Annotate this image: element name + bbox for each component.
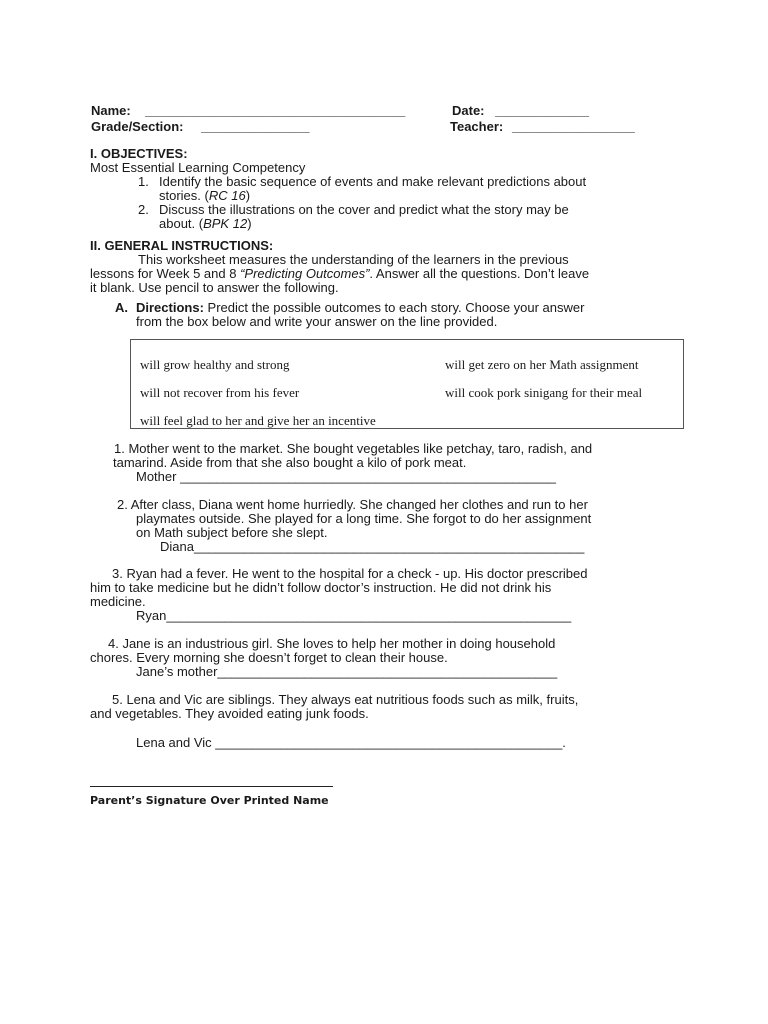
objectives-heading: I. OBJECTIVES:: [90, 146, 188, 161]
date-field[interactable]: _____________: [495, 103, 589, 118]
question-text: 1. Mother went to the market. She bought vegetables like petchay, taro, radish, and: [114, 441, 593, 456]
objective-text: Identify the basic sequence of events and make relevant predictions about: [159, 174, 587, 189]
question-text: him to take medicine but he didn’t follow doctor’s instruction. He did not drink his: [90, 580, 552, 595]
lesson-title: “Predicting Outcomes”: [240, 266, 370, 281]
question-text: and vegetables. They avoided eating junk foods.: [90, 706, 369, 721]
directions-text: Directions: Predict the possible outcomes to each story. Choose your answer: [136, 300, 585, 315]
choice-item: will feel glad to her and give her an incentive: [140, 413, 376, 428]
answer-field[interactable]: Ryan________________________________________________________: [136, 608, 572, 623]
question-text: tamarind. Aside from that she also bought a kilo of pork meat.: [113, 455, 467, 470]
question-text: 5. Lena and Vic are siblings. They always eat nutritious foods such as milk, fruits,: [112, 692, 579, 707]
question-text: 4. Jane is an industrious girl. She loves to help her mother in doing household: [108, 636, 556, 651]
instructions-heading: II. GENERAL INSTRUCTIONS:: [90, 238, 274, 253]
instructions-text: This worksheet measures the understanding of the learners in the previous: [138, 252, 569, 267]
objective-code: RC 16: [208, 188, 246, 203]
grade-section-field[interactable]: _______________: [201, 119, 310, 134]
teacher-label: Teacher:: [450, 119, 504, 134]
question-text: 2. After class, Diana went home hurriedly. She changed her clothes and run to her: [117, 497, 588, 512]
answer-field[interactable]: Jane’s mother_______________________________________________: [136, 664, 558, 679]
date-label: Date:: [452, 103, 485, 118]
answer-field[interactable]: Lena and Vic ________________________________________________.: [136, 735, 566, 750]
name-field[interactable]: ____________________________________: [145, 103, 406, 118]
signature-label: Parent’s Signature Over Printed Name: [90, 794, 329, 807]
answer-field[interactable]: Diana______________________________________________________: [160, 539, 585, 554]
directions-text: from the box below and write your answer on the line provided.: [136, 314, 498, 329]
question-text: chores. Every morning she doesn’t forget to clean their house.: [90, 650, 448, 665]
signature-line[interactable]: [90, 786, 333, 787]
objective-text: about. (BPK 12): [159, 216, 252, 231]
objective-number: 2.: [138, 202, 149, 217]
question-text: 3. Ryan had a fever. He went to the hospital for a check - up. His doctor prescribed: [112, 566, 588, 581]
directions-label: Directions:: [136, 300, 204, 315]
instructions-text: lessons for Week 5 and 8 “Predicting Outcomes”. Answer all the questions. Don’t leave: [90, 266, 590, 281]
teacher-field[interactable]: _________________: [512, 119, 635, 134]
question-text: playmates outside. She played for a long time. She forgot to do her assignment: [136, 511, 592, 526]
directions-marker: A.: [115, 300, 128, 315]
instructions-text: it blank. Use pencil to answer the following.: [90, 280, 339, 295]
answer-field[interactable]: Mother ____________________________________________________: [136, 469, 557, 484]
choice-item: will not recover from his fever: [140, 385, 300, 400]
objective-text: Discuss the illustrations on the cover and predict what the story may be: [159, 202, 569, 217]
name-label: Name:: [91, 103, 131, 118]
objective-code: BPK 12: [203, 216, 248, 231]
question-text: on Math subject before she slept.: [136, 525, 328, 540]
objective-text: stories. (RC 16): [159, 188, 251, 203]
choice-item: will get zero on her Math assignment: [445, 357, 639, 372]
competency-subheading: Most Essential Learning Competency: [90, 160, 306, 175]
objective-number: 1.: [138, 174, 149, 189]
choice-item: will cook pork sinigang for their meal: [445, 385, 643, 400]
choice-item: will grow healthy and strong: [140, 357, 290, 372]
grade-section-label: Grade/Section:: [91, 119, 184, 134]
question-text: medicine.: [90, 594, 146, 609]
